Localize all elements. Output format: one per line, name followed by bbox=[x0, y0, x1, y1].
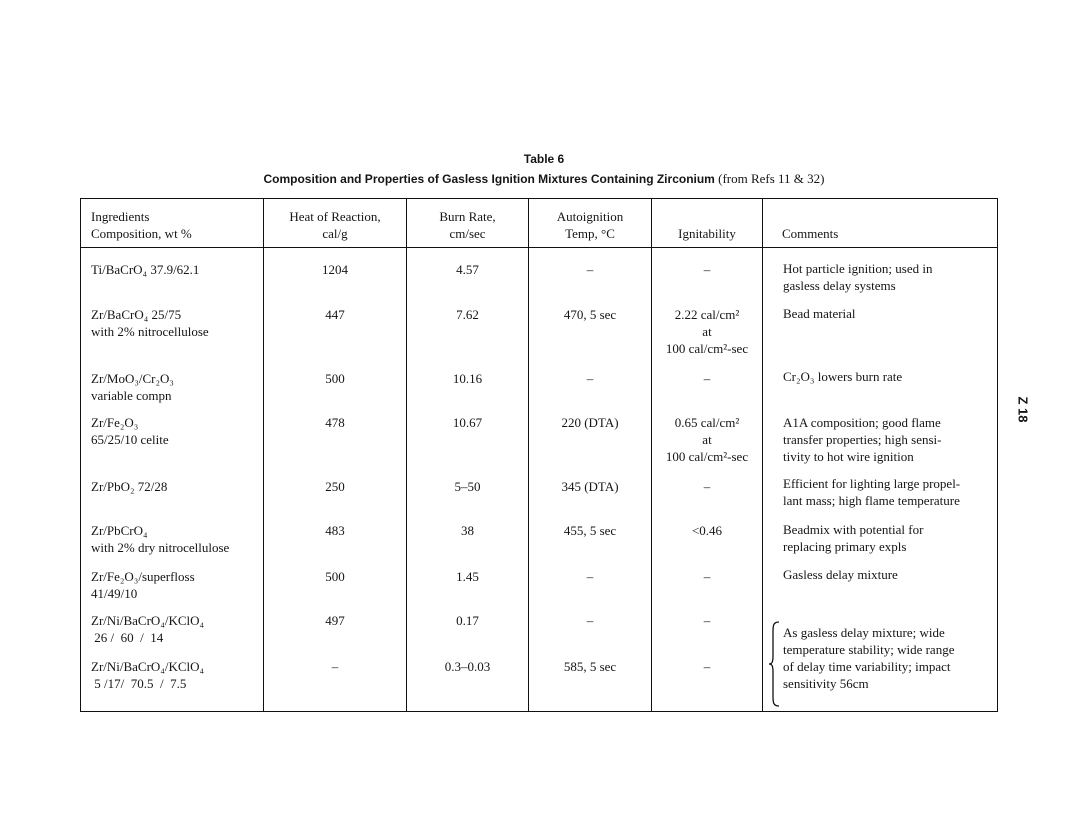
burn-rate-cell: 4.57 bbox=[456, 262, 479, 277]
autoignition-cell: 470, 5 sec bbox=[563, 307, 617, 322]
ignitability-cell: – bbox=[703, 613, 711, 628]
table-number: Table 6 bbox=[523, 152, 565, 166]
comment-cell: A1A composition; good flame transfer properties; high sensi- tivity to hot wire ignition bbox=[783, 415, 942, 464]
ignitability-cell: 0.65 cal/cm² at 100 cal/cm²-sec bbox=[665, 415, 749, 464]
shared-comment: As gasless delay mixture; wide temperature stability; wide range of delay time variability; impact sensitivity 56cm bbox=[783, 625, 955, 691]
header-autoignition: Autoignition Temp, °C bbox=[556, 209, 624, 241]
comment-cell: Bead material bbox=[783, 306, 856, 321]
comment-cell: Gasless delay mixture bbox=[783, 567, 898, 582]
ingredient-cell: Zr/Fe₂O₃ 65/25/10 celite bbox=[91, 415, 169, 447]
autoignition-cell: – bbox=[586, 371, 594, 386]
page-number: Z 18 bbox=[1015, 396, 1031, 423]
burn-rate-cell: 1.45 bbox=[456, 569, 479, 584]
ignitability-cell: <0.46 bbox=[691, 523, 723, 538]
ignitability-cell: – bbox=[703, 659, 711, 674]
header-ignitability: Ignitability bbox=[678, 226, 736, 241]
header-heat: Heat of Reaction, cal/g bbox=[289, 209, 381, 241]
heat-cell: 1204 bbox=[322, 262, 348, 277]
autoignition-cell: – bbox=[586, 262, 594, 277]
heat-cell: – bbox=[331, 659, 339, 674]
ingredient-cell: Zr/MoO₃/Cr₂O₃ variable compn bbox=[91, 371, 174, 403]
heat-cell: 447 bbox=[325, 307, 345, 322]
ingredient-cell: Zr/Ni/BaCrO₄/KClO₄ 5 /17/ 70.5 / 7.5 bbox=[91, 659, 205, 691]
column-divider bbox=[762, 198, 763, 712]
header-ingredients: Ingredients Composition, wt % bbox=[91, 209, 192, 241]
heat-cell: 478 bbox=[325, 415, 345, 430]
burn-rate-cell: 10.67 bbox=[452, 415, 483, 430]
ingredient-cell: Zr/PbCrO₄ with 2% dry nitrocellulose bbox=[91, 523, 230, 555]
burn-rate-cell: 5–50 bbox=[454, 479, 481, 494]
ingredient-cell: Zr/Fe₂O₃/superfloss 41/49/10 bbox=[91, 569, 195, 601]
header-comments: Comments bbox=[782, 226, 839, 241]
burn-rate-cell: 0.3–0.03 bbox=[444, 659, 491, 674]
autoignition-cell: 455, 5 sec bbox=[563, 523, 617, 538]
burn-rate-cell: 0.17 bbox=[456, 613, 479, 628]
autoignition-cell: – bbox=[586, 569, 594, 584]
autoignition-cell: 345 (DTA) bbox=[561, 479, 619, 494]
ignitability-cell: – bbox=[703, 371, 711, 386]
autoignition-cell: 220 (DTA) bbox=[561, 415, 619, 430]
heat-cell: 250 bbox=[325, 479, 345, 494]
table-title: Composition and Properties of Gasless Ignition Mixtures Containing Zirconium bbox=[263, 172, 715, 186]
ignitability-cell: – bbox=[703, 262, 711, 277]
curly-brace-icon bbox=[768, 620, 780, 708]
comment-cell: Cr₂O₃ lowers burn rate bbox=[783, 369, 903, 384]
ingredient-cell: Zr/BaCrO₄ 25/75 with 2% nitrocellulose bbox=[91, 307, 209, 339]
autoignition-cell: – bbox=[586, 613, 594, 628]
comment-cell: Beadmix with potential for replacing primary expls bbox=[783, 522, 924, 554]
header-burn-rate: Burn Rate, cm/sec bbox=[439, 209, 496, 241]
ingredient-cell: Zr/Ni/BaCrO₄/KClO₄ 26 / 60 / 14 bbox=[91, 613, 205, 645]
heat-cell: 500 bbox=[325, 569, 345, 584]
header-divider bbox=[80, 247, 998, 248]
autoignition-cell: 585, 5 sec bbox=[563, 659, 617, 674]
ignitability-cell: – bbox=[703, 569, 711, 584]
table-refs: (from Refs 11 & 32) bbox=[718, 171, 825, 186]
ingredient-cell: Ti/BaCrO₄ 37.9/62.1 bbox=[91, 262, 200, 277]
comment-cell: Efficient for lighting large propel- lant mass; high flame temperature bbox=[783, 476, 961, 508]
ingredient-cell: Zr/PbO₂ 72/28 bbox=[91, 479, 168, 494]
ignitability-cell: 2.22 cal/cm² at 100 cal/cm²-sec bbox=[665, 307, 749, 356]
burn-rate-cell: 7.62 bbox=[456, 307, 479, 322]
heat-cell: 500 bbox=[325, 371, 345, 386]
burn-rate-cell: 10.16 bbox=[452, 371, 483, 386]
ignitability-cell: – bbox=[703, 479, 711, 494]
heat-cell: 483 bbox=[325, 523, 345, 538]
heat-cell: 497 bbox=[325, 613, 345, 628]
comment-cell: Hot particle ignition; used in gasless delay systems bbox=[783, 261, 933, 293]
burn-rate-cell: 38 bbox=[461, 523, 474, 538]
table-caption bbox=[0, 171, 1088, 187]
